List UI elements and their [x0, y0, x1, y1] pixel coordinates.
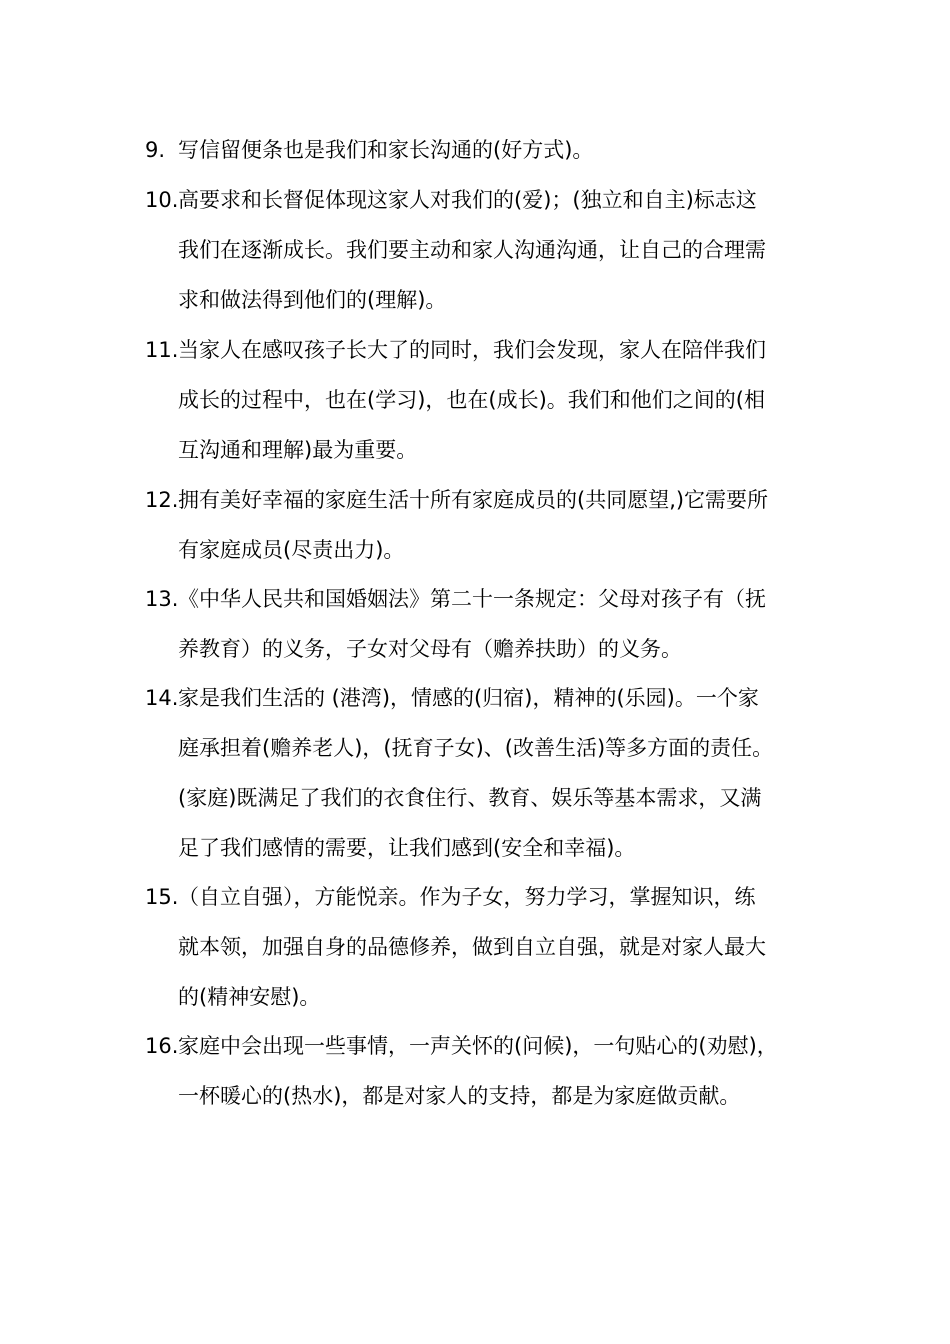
item-text-line: 《中华人民共和国婚姻法》第二十一条规定：父母对孩子有（抚	[178, 587, 766, 611]
item-text-line: 养教育）的义务，子女对父母有（赡养扶助）的义务。	[178, 637, 682, 661]
item-text-line: 拥有美好幸福的家庭生活十所有家庭成员的(共同愿望,)它需要所	[178, 488, 769, 512]
item-text-line: 庭承担着(赡养老人)，(抚育子女)、(改善生活)等多方面的责任。	[178, 736, 774, 760]
item-number: 14.	[145, 686, 179, 710]
list-item-14	[145, 673, 815, 873]
list-item-10	[145, 175, 815, 325]
item-number: 16.	[145, 1034, 179, 1058]
item-text-line: 家庭中会出现一些事情，一声关怀的(问候)，一句贴心的(劝慰)，	[178, 1034, 778, 1058]
item-text-line: 一杯暖心的(热水)，都是对家人的支持，都是为家庭做贡献。	[178, 1084, 741, 1108]
list-item-11	[145, 325, 815, 475]
item-text-line: 互沟通和理解)最为重要。	[178, 438, 418, 462]
item-text-line: 成长的过程中，也在(学习)，也在(成长)。我们和他们之间的(相	[178, 388, 765, 412]
item-text-line: 写信留便条也是我们和家长沟通的(好方式)。	[178, 138, 594, 162]
item-number: 11.	[145, 338, 179, 362]
item-text-line: （自立自强），方能悦亲。作为子女，努力学习，掌握知识，练	[178, 885, 756, 909]
item-number: 15.	[145, 885, 179, 909]
list-item-13	[145, 574, 815, 674]
item-number: 9.	[145, 138, 166, 162]
list-item-15	[145, 872, 815, 1022]
item-number: 12.	[145, 488, 179, 512]
item-text-line: 高要求和长督促体现这家人对我们的(爱)；(独立和自主)标志这	[178, 188, 757, 212]
item-text-line: 有家庭成员(尽责出力)。	[178, 538, 405, 562]
item-text-line: (家庭)既满足了我们的衣食住行、教育、娱乐等基本需求，又满	[178, 786, 762, 810]
item-text-line: 就本领，加强自身的品德修养，做到自立自强，就是对家人最大	[178, 935, 766, 959]
list-item-12	[145, 475, 815, 575]
item-text-line: 家是我们生活的 (港湾)，情感的(归宿)，精神的(乐园)。一个家	[178, 686, 759, 710]
list-item-9	[145, 125, 815, 175]
item-text-line: 当家人在感叹孩子长大了的同时，我们会发现，家人在陪伴我们	[178, 338, 766, 362]
item-text-line: 我们在逐渐成长。我们要主动和家人沟通沟通，让自己的合理需	[178, 238, 766, 262]
item-text-line: 的(精神安慰)。	[178, 985, 321, 1009]
item-number: 10.	[145, 188, 179, 212]
list-item-16	[145, 1021, 815, 1121]
item-number: 13.	[145, 587, 179, 611]
item-text-line: 足了我们感情的需要，让我们感到(安全和幸福)。	[178, 836, 636, 860]
item-text-line: 求和做法得到他们的(理解)。	[178, 288, 447, 312]
